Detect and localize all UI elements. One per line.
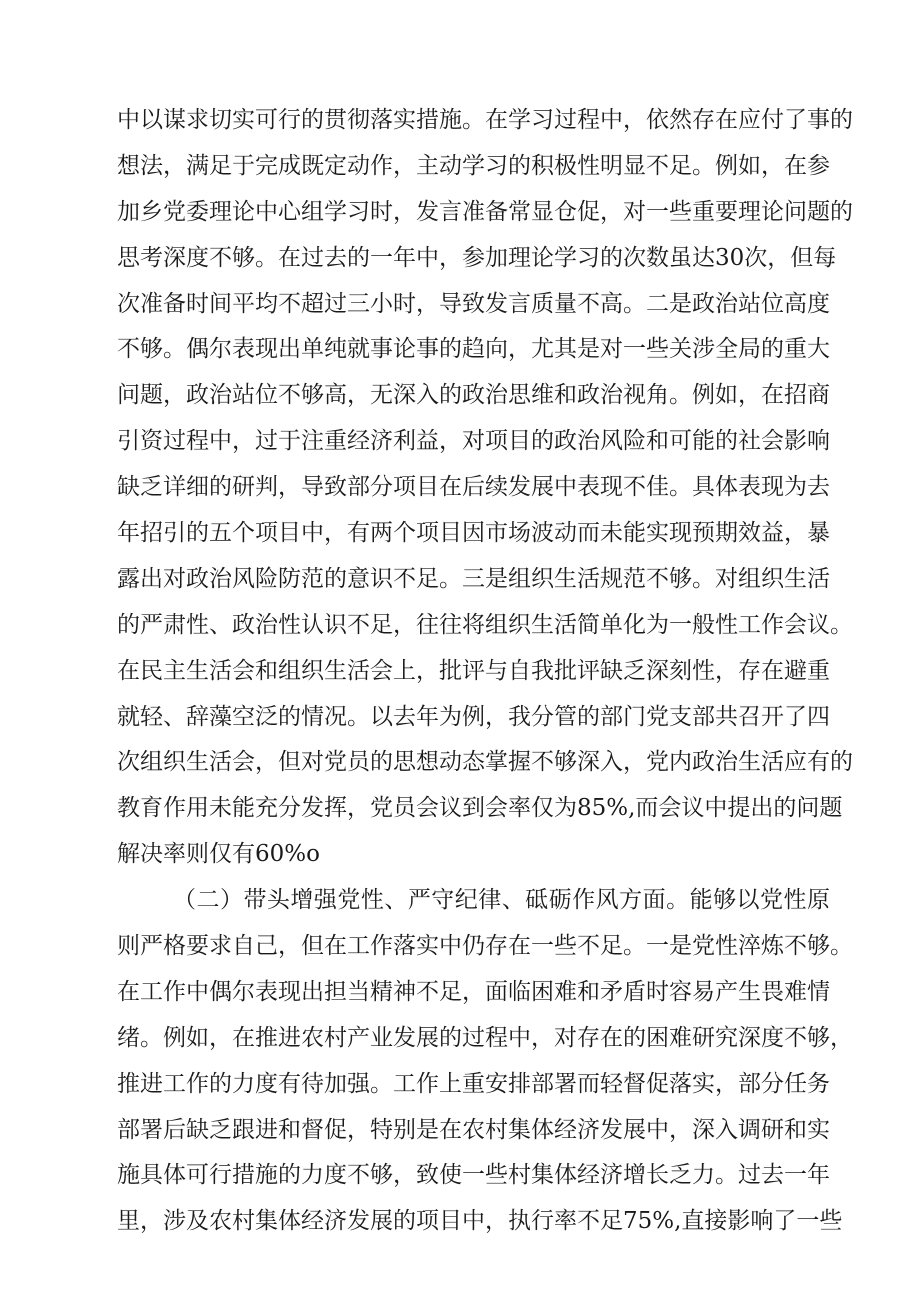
text-line: 在工作中偶尔表现出担当精神不足，面临困难和矛盾时容易产生畏难情 (117, 978, 830, 1005)
paragraph-1 (117, 98, 853, 878)
text-line: 在民主生活会和组织生活会上，批评与自我批评缺乏深刻性，存在避重 (117, 657, 830, 684)
text-line: 思考深度不够。在过去的一年中，参加理论学习的次数虽达30次，但每 (117, 244, 837, 271)
text-line: 引资过程中，过于注重经济利益，对项目的政治风险和可能的社会影响 (117, 428, 830, 455)
document-body (117, 98, 853, 1245)
text-line: 就轻、辞藻空泛的情况。以去年为例，我分管的部门党支部共召开了四 (117, 703, 830, 730)
text-line: 施具体可行措施的力度不够，致使一些村集体经济增长乏力。过去一年 (117, 1162, 830, 1189)
text-line: 里，涉及农村集体经济发展的项目中，执行率不足75%,直接影响了一些 (117, 1208, 843, 1235)
text-line: 问题，政治站位不够高，无深入的政治思维和政治视角。例如，在招商 (117, 382, 830, 409)
paragraph-2 (117, 878, 853, 1245)
text-line: 解决率则仅有60%o (117, 841, 320, 868)
text-line: 教育作用未能充分发挥，党员会议到会率仅为85%,而会议中提出的问题 (117, 795, 843, 822)
text-line: 部署后缺乏跟进和督促，特别是在农村集体经济发展中，深入调研和实 (117, 1116, 830, 1143)
text-line: （二）带头增强党性、严守纪律、砥砺作风方面。能够以党性原 (173, 887, 830, 914)
text-line: 推进工作的力度有待加强。工作上重安排部署而轻督促落实，部分任务 (117, 1070, 830, 1097)
text-line: 想法，满足于完成既定动作，主动学习的积极性明显不足。例如，在参 (117, 152, 830, 179)
text-line: 露出对政治风险防范的意识不足。三是组织生活规范不够。对组织生活 (117, 565, 830, 592)
text-line: 则严格要求自己，但在工作落实中仍存在一些不足。一是党性淬炼不够。 (117, 933, 853, 960)
text-line: 的严肃性、政治性认识不足，往往将组织生活简单化为一般性工作会议。 (117, 611, 853, 638)
text-line: 次准备时间平均不超过三小时，导致发言质量不高。二是政治站位高度 (117, 290, 830, 317)
text-line: 不够。偶尔表现出单纯就事论事的趋向，尤其是对一些关涉全局的重大 (117, 336, 830, 363)
text-line: 绪。例如，在推进农村产业发展的过程中，对存在的困难研究深度不够， (117, 1024, 853, 1051)
text-line: 次组织生活会，但对党员的思想动态掌握不够深入，党内政治生活应有的 (117, 749, 853, 776)
text-line: 中以谋求切实可行的贯彻落实措施。在学习过程中，依然存在应付了事的 (117, 107, 853, 133)
text-line: 年招引的五个项目中，有两个项目因市场波动而未能实现预期效益，暴 (117, 520, 830, 547)
text-line: 加乡党委理论中心组学习时，发言准备常显仓促，对一些重要理论问题的 (117, 198, 853, 225)
text-line: 缺乏详细的研判，导致部分项目在后续发展中表现不佳。具体表现为去 (117, 474, 830, 501)
